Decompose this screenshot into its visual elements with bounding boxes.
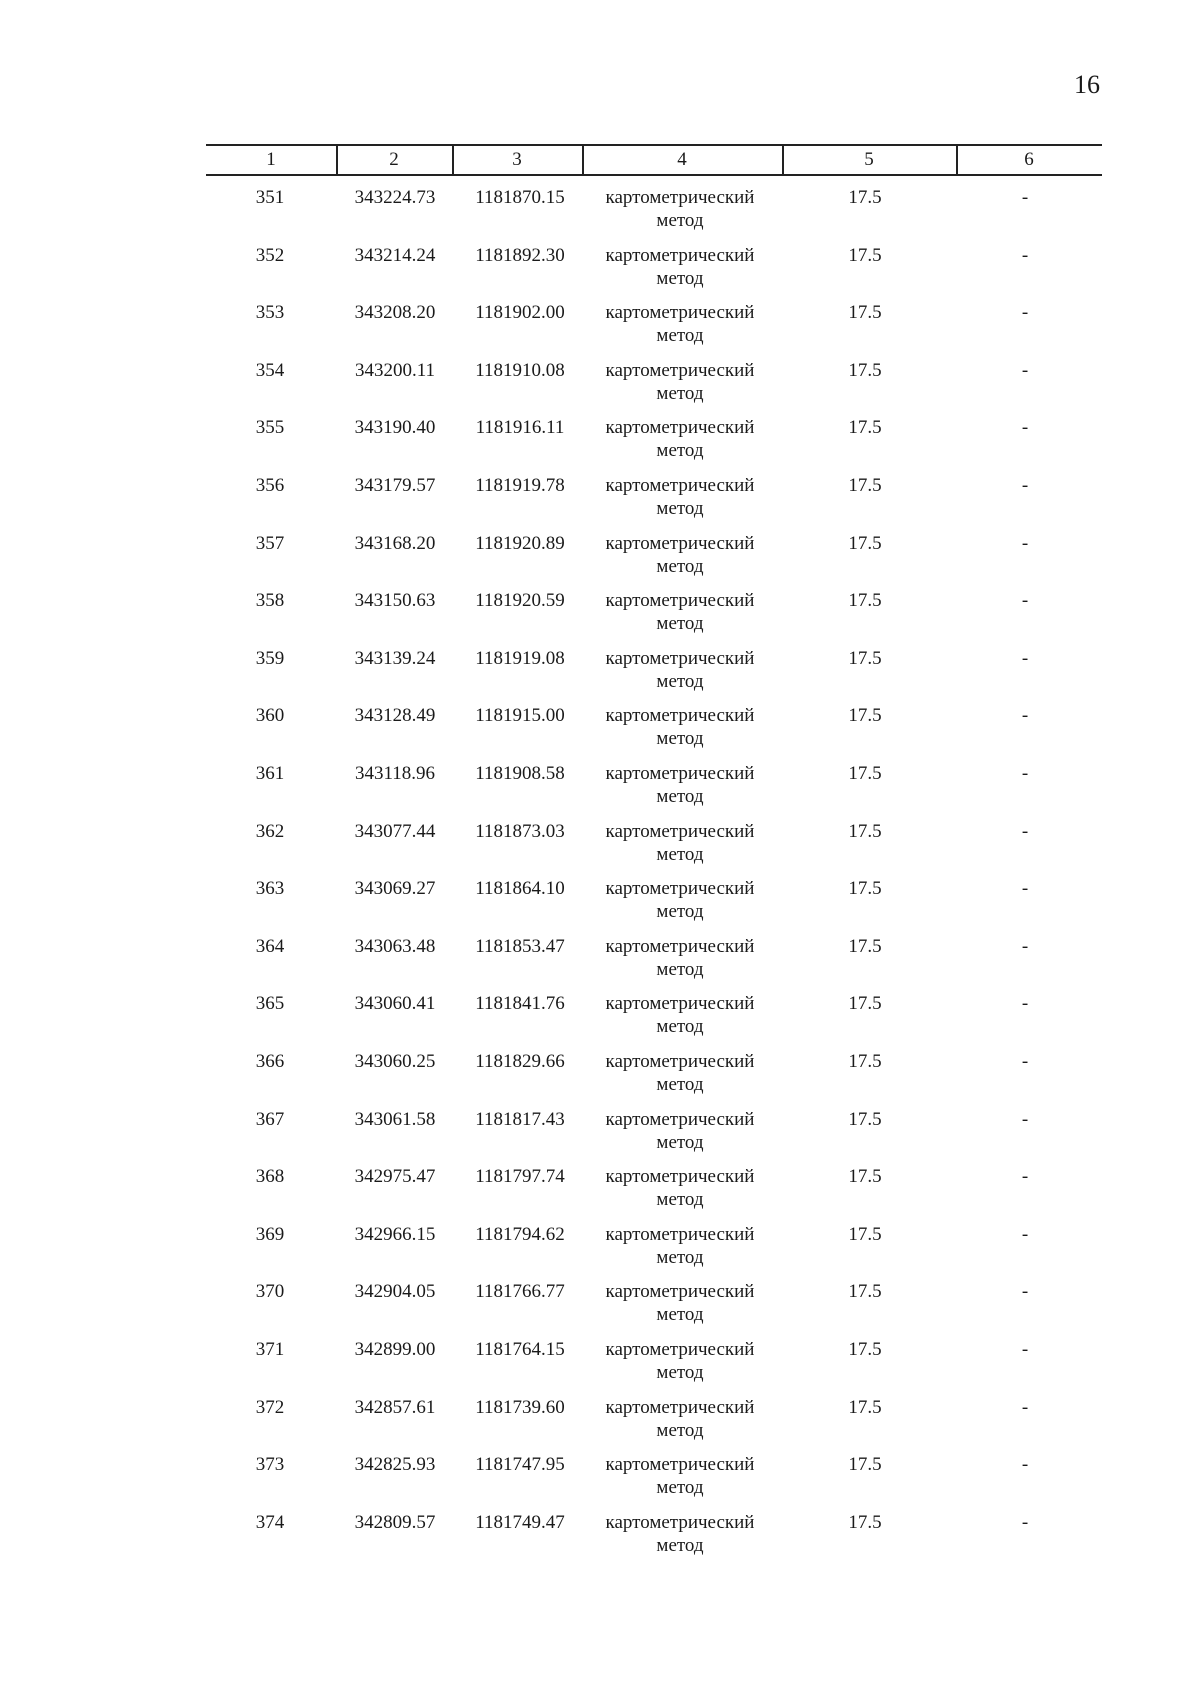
point-number-cell: 374 (255, 1511, 285, 1533)
point-number-cell: 368 (255, 1166, 285, 1188)
coord-x-cell: 342966.15 (354, 1223, 436, 1245)
coord-y-cell: 1181797.74 (475, 1166, 565, 1188)
coord-x-cell: 342809.57 (354, 1511, 436, 1533)
coord-x-cell: 343077.44 (354, 820, 436, 842)
note-cell: - (1021, 244, 1029, 266)
coord-x-cell: 343061.58 (354, 1108, 436, 1130)
method-cell: картометрический метод (605, 532, 755, 577)
accuracy-cell: 17.5 (848, 878, 882, 900)
note-cell: - (1021, 878, 1029, 900)
note-cell: - (1021, 705, 1029, 727)
table-row (0, 704, 1200, 762)
note-cell: - (1021, 1511, 1029, 1533)
accuracy-cell: 17.5 (848, 1051, 882, 1072)
coord-x-cell: 343060.41 (354, 993, 436, 1015)
method-cell: картометрический метод (605, 1454, 755, 1499)
method-cell: картометрический метод (605, 1108, 755, 1153)
coord-x-cell: 343063.48 (354, 935, 436, 957)
table-row (0, 935, 1200, 993)
coord-y-cell: 1181766.77 (475, 1281, 565, 1303)
table-row (0, 532, 1200, 590)
accuracy-cell: 17.5 (848, 475, 882, 496)
method-cell: картометрический метод (605, 1281, 755, 1326)
accuracy-cell: 17.5 (848, 1281, 882, 1303)
accuracy-cell: 17.5 (848, 359, 882, 381)
note-cell: - (1021, 1051, 1029, 1072)
accuracy-cell: 17.5 (848, 417, 882, 439)
method-cell: картометрический метод (605, 590, 755, 635)
point-number-cell: 359 (255, 647, 285, 669)
accuracy-cell: 17.5 (848, 1511, 882, 1533)
coord-y-cell: 1181916.11 (475, 417, 565, 439)
note-cell: - (1021, 763, 1029, 784)
method-cell: картометрический метод (605, 993, 755, 1038)
point-number-cell: 364 (255, 935, 285, 957)
method-cell: картометрический метод (605, 1396, 755, 1441)
table-row (0, 1280, 1200, 1338)
header-cell-6: 6 (1024, 149, 1034, 170)
table-row (0, 1108, 1200, 1166)
accuracy-cell: 17.5 (848, 244, 882, 266)
accuracy-cell: 17.5 (848, 302, 882, 324)
note-cell: - (1021, 1339, 1029, 1360)
accuracy-cell: 17.5 (848, 935, 882, 957)
header-cell-5: 5 (864, 149, 874, 170)
point-number-cell: 369 (255, 1223, 285, 1245)
point-number-cell: 366 (255, 1051, 285, 1072)
point-number-cell: 354 (255, 359, 285, 381)
coord-x-cell: 342857.61 (354, 1396, 436, 1418)
point-number-cell: 356 (255, 475, 285, 496)
table-row (0, 474, 1200, 532)
note-cell: - (1021, 590, 1029, 612)
accuracy-cell: 17.5 (848, 1396, 882, 1418)
coord-y-cell: 1181915.00 (475, 705, 565, 727)
method-cell: картометрический метод (605, 935, 755, 980)
coord-y-cell: 1181919.78 (475, 475, 565, 496)
table-row (0, 301, 1200, 359)
method-cell: картометрический метод (605, 1339, 755, 1383)
note-cell: - (1021, 532, 1029, 554)
method-cell: картометрический метод (605, 647, 755, 692)
accuracy-cell: 17.5 (848, 1108, 882, 1130)
coord-y-cell: 1181817.43 (475, 1108, 565, 1130)
table-row (0, 877, 1200, 935)
coord-y-cell: 1181747.95 (475, 1454, 565, 1476)
accuracy-cell: 17.5 (848, 705, 882, 727)
method-cell: картометрический метод (605, 878, 755, 923)
accuracy-cell: 17.5 (848, 1223, 882, 1245)
point-number-cell: 358 (255, 590, 285, 612)
coord-y-cell: 1181870.15 (475, 187, 565, 208)
note-cell: - (1021, 935, 1029, 957)
coord-x-cell: 342899.00 (354, 1339, 436, 1360)
coord-x-cell: 343128.49 (354, 705, 436, 727)
note-cell: - (1021, 1281, 1029, 1303)
coord-y-cell: 1181920.59 (475, 590, 565, 612)
note-cell: - (1021, 993, 1029, 1015)
coord-x-cell: 342904.05 (354, 1281, 436, 1303)
note-cell: - (1021, 1396, 1029, 1418)
method-cell: картометрический метод (605, 763, 755, 807)
accuracy-cell: 17.5 (848, 763, 882, 784)
table-row (0, 1050, 1200, 1108)
method-cell: картометрический метод (605, 820, 755, 865)
table-row (0, 1453, 1200, 1511)
method-cell: картометрический метод (605, 244, 755, 289)
table-header (206, 144, 1102, 176)
header-cell-2: 2 (389, 149, 399, 170)
table-row (0, 416, 1200, 474)
method-cell: картометрический метод (605, 187, 755, 231)
note-cell: - (1021, 359, 1029, 381)
point-number-cell: 352 (255, 244, 285, 266)
coord-x-cell: 342825.93 (354, 1454, 436, 1476)
coord-x-cell: 343150.63 (354, 590, 436, 612)
table-row (0, 1511, 1200, 1569)
note-cell: - (1021, 647, 1029, 669)
note-cell: - (1021, 187, 1029, 208)
coord-y-cell: 1181910.08 (475, 359, 565, 381)
point-number-cell: 357 (255, 532, 285, 554)
point-number-cell: 370 (255, 1281, 285, 1303)
accuracy-cell: 17.5 (848, 647, 882, 669)
coord-x-cell: 343139.24 (354, 647, 436, 669)
note-cell: - (1021, 820, 1029, 842)
accuracy-cell: 17.5 (848, 532, 882, 554)
table-row (0, 992, 1200, 1050)
method-cell: картометрический метод (605, 1511, 755, 1556)
accuracy-cell: 17.5 (848, 187, 882, 208)
header-cell-4: 4 (677, 149, 687, 170)
coord-x-cell: 343190.40 (354, 417, 436, 439)
coord-y-cell: 1181764.15 (475, 1339, 565, 1360)
coord-x-cell: 343208.20 (354, 302, 436, 324)
table-row (0, 359, 1200, 417)
point-number-cell: 362 (255, 820, 285, 842)
accuracy-cell: 17.5 (848, 590, 882, 612)
coord-y-cell: 1181873.03 (475, 820, 565, 842)
coord-x-cell: 343118.96 (354, 763, 436, 784)
coord-y-cell: 1181853.47 (475, 935, 565, 957)
table-row (0, 589, 1200, 647)
coord-y-cell: 1181794.62 (475, 1223, 565, 1245)
coord-y-cell: 1181902.00 (475, 302, 565, 324)
note-cell: - (1021, 1108, 1029, 1130)
point-number-cell: 360 (255, 705, 285, 727)
point-number-cell: 365 (255, 993, 285, 1015)
table-row (0, 762, 1200, 820)
point-number-cell: 371 (255, 1339, 285, 1360)
coord-x-cell: 343168.20 (354, 532, 436, 554)
point-number-cell: 351 (255, 187, 285, 208)
coord-x-cell: 343060.25 (354, 1051, 436, 1072)
note-cell: - (1021, 475, 1029, 496)
table-row (0, 244, 1200, 302)
coord-x-cell: 342975.47 (354, 1166, 436, 1188)
table-row (0, 647, 1200, 705)
point-number-cell: 353 (255, 302, 285, 324)
header-cell-1: 1 (266, 149, 276, 170)
point-number-cell: 361 (255, 763, 285, 784)
coord-y-cell: 1181739.60 (475, 1396, 565, 1418)
coord-y-cell: 1181892.30 (475, 244, 565, 266)
coord-y-cell: 1181920.89 (475, 532, 565, 554)
method-cell: картометрический метод (605, 302, 755, 347)
page-number: 16 (1074, 70, 1100, 99)
method-cell: картометрический метод (605, 475, 755, 519)
point-number-cell: 363 (255, 878, 285, 900)
coord-y-cell: 1181908.58 (475, 763, 565, 784)
coord-x-cell: 343224.73 (354, 187, 436, 208)
coord-y-cell: 1181829.66 (475, 1051, 565, 1072)
note-cell: - (1021, 1454, 1029, 1476)
coord-y-cell: 1181749.47 (475, 1511, 565, 1533)
table-row (0, 1223, 1200, 1281)
method-cell: картометрический метод (605, 705, 755, 750)
accuracy-cell: 17.5 (848, 820, 882, 842)
method-cell: картометрический метод (605, 1051, 755, 1095)
point-number-cell: 373 (255, 1454, 285, 1476)
point-number-cell: 367 (255, 1108, 285, 1130)
coord-x-cell: 343179.57 (354, 475, 436, 496)
method-cell: картометрический метод (605, 359, 755, 404)
coord-y-cell: 1181841.76 (475, 993, 565, 1015)
coord-x-cell: 343214.24 (354, 244, 436, 266)
coord-y-cell: 1181864.10 (475, 878, 565, 900)
table-row (0, 1396, 1200, 1454)
table-row (0, 1165, 1200, 1223)
accuracy-cell: 17.5 (848, 1166, 882, 1188)
point-number-cell: 372 (255, 1396, 285, 1418)
method-cell: картометрический метод (605, 1223, 755, 1268)
table-row (0, 186, 1200, 244)
method-cell: картометрический метод (605, 417, 755, 462)
note-cell: - (1021, 417, 1029, 439)
note-cell: - (1021, 302, 1029, 324)
accuracy-cell: 17.5 (848, 1339, 882, 1360)
method-cell: картометрический метод (605, 1166, 755, 1211)
table-row (0, 820, 1200, 878)
header-cell-3: 3 (512, 149, 522, 170)
coord-y-cell: 1181919.08 (475, 647, 565, 669)
point-number-cell: 355 (255, 417, 285, 439)
note-cell: - (1021, 1166, 1029, 1188)
note-cell: - (1021, 1223, 1029, 1245)
accuracy-cell: 17.5 (848, 1454, 882, 1476)
coord-x-cell: 343069.27 (354, 878, 436, 900)
accuracy-cell: 17.5 (848, 993, 882, 1015)
coord-x-cell: 343200.11 (354, 359, 436, 381)
table-row (0, 1338, 1200, 1396)
